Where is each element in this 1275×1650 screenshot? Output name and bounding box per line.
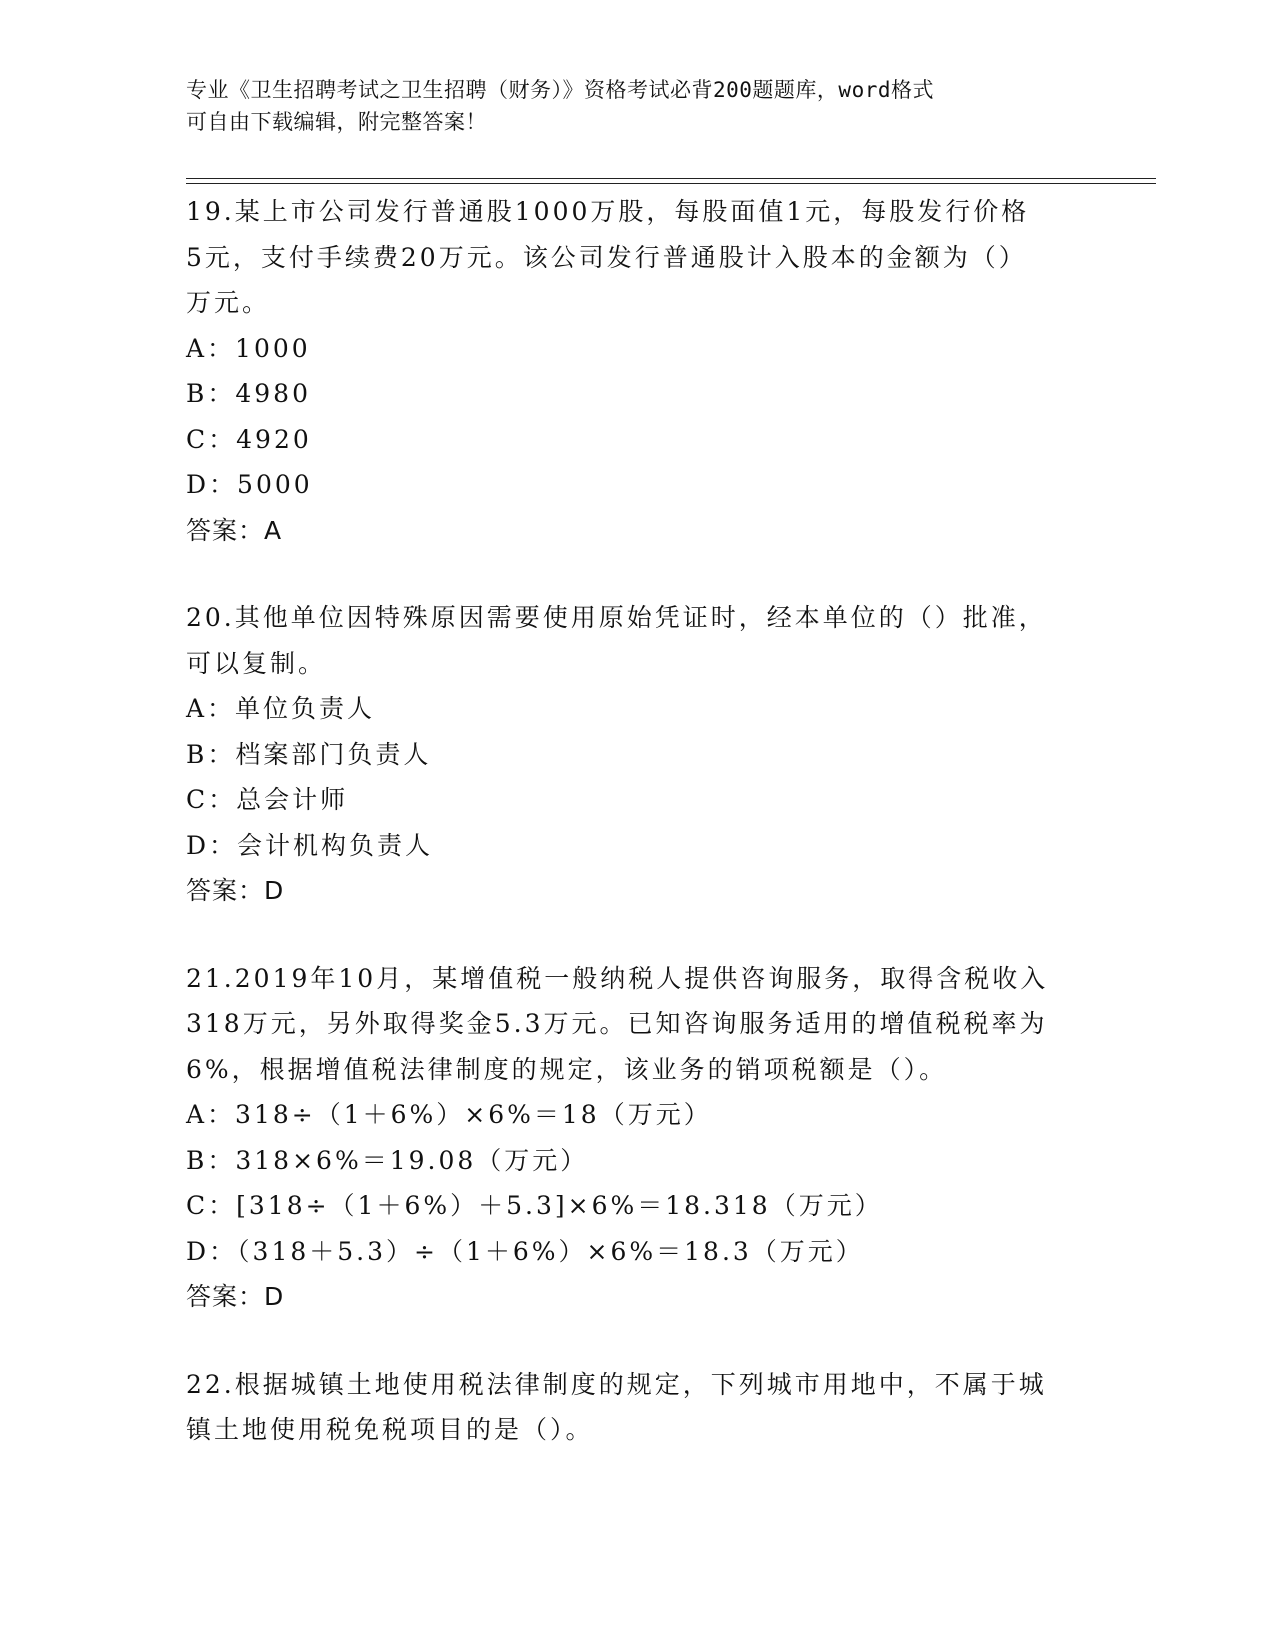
document-header [186, 74, 1066, 138]
question-text: 21.2019年10月，某增值税一般纳税人提供咨询服务，取得含税收入 [186, 963, 1049, 993]
header-line: 专业《卫生招聘考试之卫生招聘（财务）》资格考试必背200题题库，word格式 [186, 78, 934, 102]
question-text: 可以复制。 [186, 648, 327, 678]
option-c: C：总会计师 [186, 785, 349, 814]
question-19 [186, 189, 1086, 553]
question-list [186, 189, 1086, 1495]
option-a: A：318÷（1＋6%）×6%＝18（万元） [186, 1100, 712, 1129]
question-text: 万元。 [186, 288, 271, 317]
question-21 [186, 956, 1086, 1320]
option-b: B：4980 [186, 379, 311, 408]
answer: 答案：D [186, 1282, 285, 1311]
header-line: 可自由下载编辑，附完整答案！ [186, 110, 487, 134]
question-text: 镇土地使用税免税项目的是（）。 [186, 1415, 594, 1444]
question-text: 318万元，另外取得奖金5.3万元。已知咨询服务适用的增值税税率为 [186, 1009, 1048, 1038]
header-divider [186, 178, 1156, 179]
question-22 [186, 1362, 1086, 1453]
option-d: D：会计机构负责人 [186, 830, 434, 860]
option-d: D：（318＋5.3）÷（1＋6%）×6%＝18.3（万元） [186, 1236, 864, 1266]
question-text: 19.某上市公司发行普通股1000万股，每股面值1元，每股发行价格 [186, 197, 1030, 226]
option-c: C：4920 [186, 424, 312, 454]
option-a: A：单位负责人 [186, 694, 376, 723]
answer: 答案：D [186, 876, 285, 905]
question-text: 20.其他单位因特殊原因需要使用原始凭证时，经本单位的（）批准， [186, 603, 1047, 632]
option-d: D：5000 [186, 470, 313, 499]
question-text: 5元，支付手续费20万元。该公司发行普通股计入股本的金额为（） [186, 242, 1027, 272]
answer: 答案：A [186, 515, 283, 545]
header-divider [186, 183, 1156, 184]
option-b: B：档案部门负责人 [186, 739, 432, 769]
option-a: A：1000 [186, 333, 311, 363]
question-text: 22.根据城镇土地使用税法律制度的规定，下列城市用地中，不属于城 [186, 1369, 1047, 1399]
question-text: 6%，根据增值税法律制度的规定，该业务的销项税额是（）。 [186, 1054, 948, 1084]
option-b: B：318×6%＝19.08（万元） [186, 1145, 589, 1175]
question-20 [186, 595, 1086, 914]
option-c: C：[318÷（1＋6%）＋5.3]×6%＝18.318（万元） [186, 1191, 883, 1220]
